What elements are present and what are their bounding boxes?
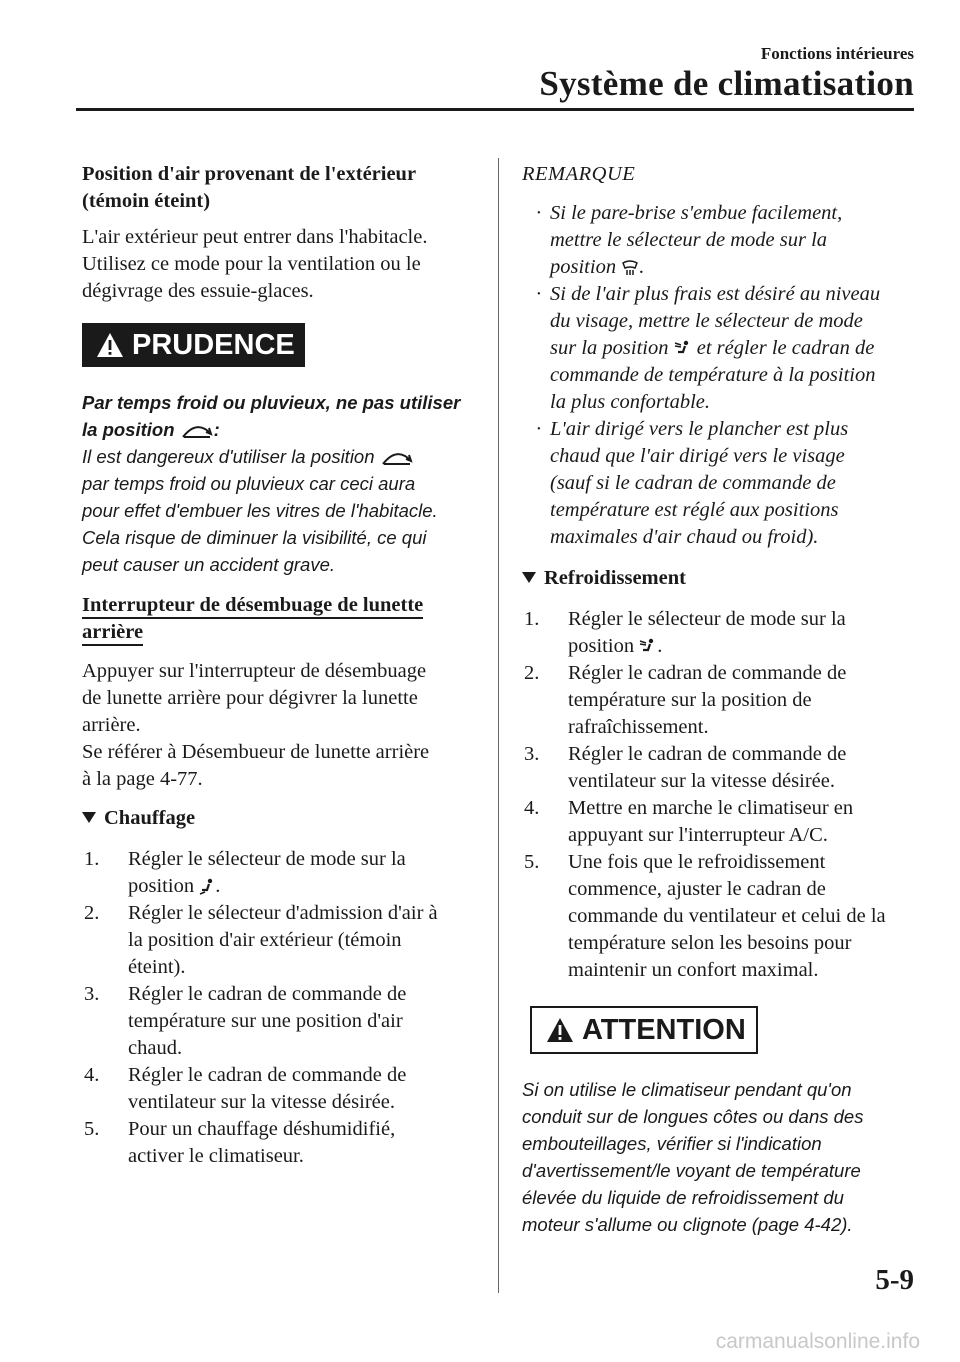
caution-text: par temps froid ou pluvieux car ceci aura — [82, 473, 416, 494]
heating-steps — [82, 846, 482, 1170]
outside-air-heading-2: (témoin éteint) — [82, 190, 211, 212]
floor-mode-icon — [199, 878, 215, 896]
attention-text: d'avertissement/le voyant de température — [522, 1160, 861, 1181]
defrost-mode-icon — [621, 259, 639, 277]
page-title: Système de climatisation — [539, 64, 914, 103]
caution-heading: Par temps froid ou pluvieux, ne pas utiliser — [82, 392, 461, 413]
section-label: Fonctions intérieures — [760, 44, 914, 63]
caution-label: PRUDENCE — [132, 328, 295, 361]
list-item: 4. Mettre en marche le climatiseur en appuyant sur l'interrupteur A/C. — [524, 797, 854, 846]
defogger-text: de lunette arrière pour dégivrer la lunette — [82, 687, 418, 709]
outside-air-text: Utilisez ce mode pour la ventilation ou le — [82, 253, 421, 275]
list-item: 3. Régler le cadran de commande de température sur une position d'air chaud. — [84, 983, 407, 1059]
caution-text: peut causer un accident grave. — [82, 554, 335, 575]
defogger-heading: Interrupteur de désembuage de lunette — [82, 592, 482, 619]
list-item: 1. Régler le sélecteur de mode sur la position . — [524, 608, 846, 657]
warning-triangle-icon — [546, 1017, 574, 1043]
note-heading: REMARQUE — [522, 163, 636, 185]
right-column — [522, 161, 922, 1238]
list-item: 1. Régler le sélecteur de mode sur la position . — [84, 848, 406, 897]
left-column — [82, 161, 482, 1170]
recirculation-icon — [380, 449, 414, 467]
list-item: · Si le pare-brise s'embue facilement, mettre le sélecteur de mode sur la position . — [536, 202, 843, 278]
list-item: · L'air dirigé vers le plancher est plus chaud que l'air dirigé vers le visage (sauf si le cadran de commande de température est réglé aux positions maximales d'air chaud ou froid). — [536, 418, 849, 548]
defogger-text: Appuyer sur l'interrupteur de désembuage — [82, 660, 427, 682]
face-mode-icon — [639, 638, 657, 656]
caution-text: pour effet d'embuer les vitres de l'habitacle. — [82, 500, 438, 521]
attention-text: embouteillages, vérifier si l'indication — [522, 1133, 822, 1154]
list-item: · Si de l'air plus frais est désiré au niveau du visage, mettre le sélecteur de mode sur la position et régler le cadran de commande de température à la position la plus confortable. — [536, 283, 881, 413]
cooling-steps — [522, 606, 922, 984]
watermark: carmanualsonline.info — [715, 1330, 920, 1353]
caution-banner — [82, 323, 305, 367]
caution-heading-2: la position : — [82, 419, 220, 440]
face-mode-icon — [674, 340, 692, 358]
list-item: 2. Régler le sélecteur d'admission d'air à la position d'air extérieur (témoin éteint). — [84, 902, 438, 978]
recirculation-icon — [180, 422, 214, 440]
list-item: 5. Pour un chauffage déshumidifié, activer le climatiseur. — [84, 1118, 396, 1167]
caution-text: Il est dangereux d'utiliser la position — [82, 443, 482, 470]
cooling-heading: Refroidissement — [522, 565, 922, 592]
list-item: 3. Régler le cadran de commande de ventilateur sur la vitesse désirée. — [524, 743, 847, 792]
caution-text: Cela risque de diminuer la visibilité, ce qui — [82, 527, 427, 548]
list-item: 2. Régler le cadran de commande de température sur la position de rafraîchissement. — [524, 662, 847, 738]
attention-text: moteur s'allume ou clignote (page 4-42). — [522, 1214, 853, 1235]
outside-air-heading: Position d'air provenant de l'extérieur — [82, 163, 417, 185]
attention-text: élevée du liquide de refroidissement du — [522, 1187, 844, 1208]
warning-triangle-icon — [96, 332, 124, 358]
defogger-text: arrière. — [82, 714, 141, 736]
header-divider — [76, 108, 914, 111]
column-divider — [498, 158, 499, 1293]
triangle-bullet-icon — [82, 812, 96, 823]
attention-text: Si on utilise le climatiseur pendant qu'on — [522, 1079, 852, 1100]
list-item: 5. Une fois que le refroidissement commence, ajuster le cadran de commande du ventilateur et celui de la température selon les besoins pour maintenir un confort maximal. — [524, 851, 886, 981]
defogger-heading-2: arrière — [82, 619, 482, 646]
note-list — [522, 200, 922, 551]
attention-label: ATTENTION — [582, 1013, 746, 1046]
outside-air-text: L'air extérieur peut entrer dans l'habitacle. — [82, 226, 428, 248]
outside-air-text: dégivrage des essuie-glaces. — [82, 280, 314, 302]
defogger-text: à la page 4-77. — [82, 768, 203, 790]
list-item: 4. Régler le cadran de commande de ventilateur sur la vitesse désirée. — [84, 1064, 407, 1113]
attention-banner — [530, 1006, 758, 1054]
attention-text: conduit sur de longues côtes ou dans des — [522, 1106, 864, 1127]
triangle-bullet-icon — [522, 572, 536, 583]
defogger-text: Se référer à Désembueur de lunette arrière — [82, 741, 430, 763]
page-number: 5-9 — [875, 1264, 914, 1296]
heating-heading: Chauffage — [82, 805, 482, 832]
